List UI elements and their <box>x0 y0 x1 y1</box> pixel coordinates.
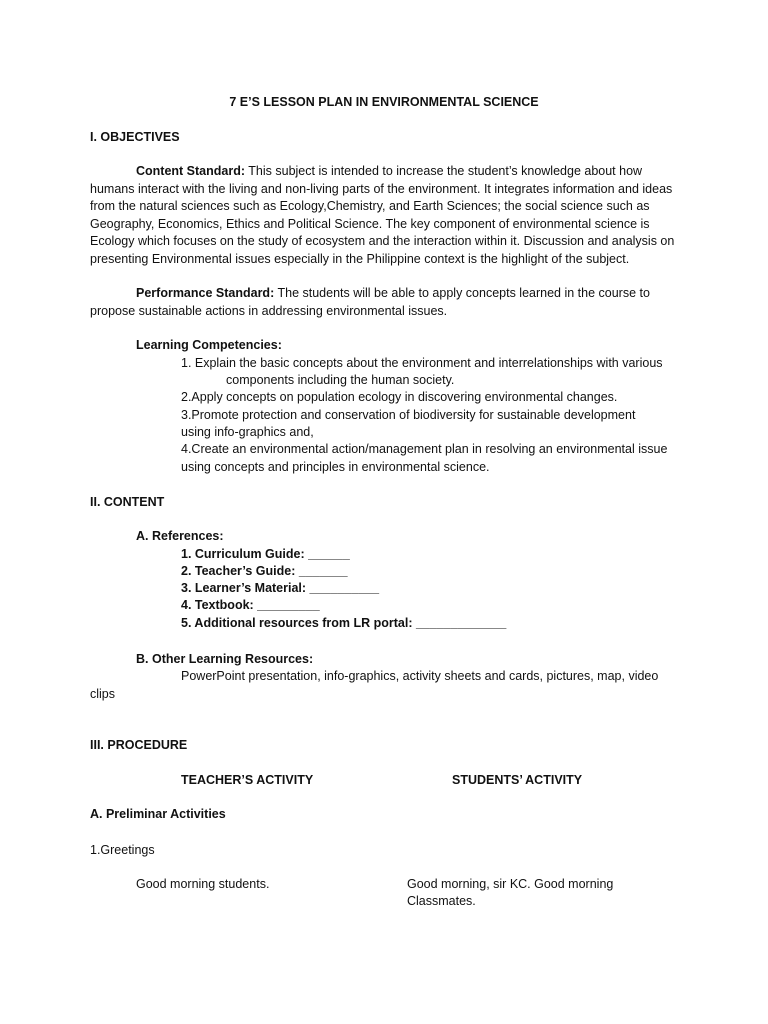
content-standard-text: This subject is intended to increase the student’s knowledge about how humans interact with the living and non-living parts of the environment. It integrates information and ideas from the natural sciences such as Ecology,Chemistry, and Earth Sciences; the social science such as Geography, Economics, Ethics and Political Science. The key component of environmental science is Ecology which focuses on the study of ecosystem and the interaction within it. Discussion and analysis on presenting Environmental issues especially in the Philippine context is the highlight of the subject. <box>90 164 675 266</box>
other-resources-label: B. Other Learning Resources: <box>136 652 314 666</box>
competency-line: using info-graphics and, <box>181 425 314 439</box>
reference-item: 4. Textbook: _________ <box>181 598 320 612</box>
performance-standard-text: The students will be able to apply concepts learned in the course to propose sustainable actions in addressing environmental issues. <box>90 286 650 318</box>
learning-competencies-label: Learning Competencies: <box>136 338 282 352</box>
competency-line: 2.Apply concepts on population ecology in discovering environmental changes. <box>181 390 618 404</box>
teacher-greeting: Good morning students. <box>136 877 270 891</box>
competency-line: 4.Create an environmental action/management plan in resolving an environmental issue <box>181 442 668 456</box>
procedure-heading: III. PROCEDURE <box>90 738 188 752</box>
content-heading: II. CONTENT <box>90 495 165 509</box>
preliminary-activities-heading: A. Preliminar Activities <box>90 807 226 821</box>
reference-item: 2. Teacher’s Guide: _______ <box>181 564 348 578</box>
reference-item: 5. Additional resources from LR portal: _____________ <box>181 616 507 630</box>
other-resources-text-continued: clips <box>90 687 116 701</box>
performance-standard-paragraph <box>90 285 680 320</box>
competency-line: using concepts and principles in environmental science. <box>181 460 490 474</box>
references-label: A. References: <box>136 529 224 543</box>
reference-item: 1. Curriculum Guide: ______ <box>181 547 350 561</box>
content-standard-paragraph <box>90 163 680 268</box>
document-title: 7 E’S LESSON PLAN IN ENVIRONMENTAL SCIENCE <box>229 95 539 109</box>
student-greeting-continued: Classmates. <box>407 894 476 908</box>
greetings-label: 1.Greetings <box>90 843 155 857</box>
competency-line: 1. Explain the basic concepts about the environment and interrelationships with various <box>181 356 663 370</box>
other-resources-text: PowerPoint presentation, info-graphics, activity sheets and cards, pictures, map, video <box>181 669 659 683</box>
competency-line: components including the human society. <box>226 373 455 387</box>
objectives-heading: I. OBJECTIVES <box>90 130 180 144</box>
performance-standard-label: Performance Standard: <box>136 286 275 300</box>
competency-line: 3.Promote protection and conservation of biodiversity for sustainable development <box>181 408 636 422</box>
student-activity-column-header: STUDENTS’ ACTIVITY <box>452 773 583 787</box>
reference-item: 3. Learner’s Material: __________ <box>181 581 380 595</box>
student-greeting: Good morning, sir KC. Good morning <box>407 877 614 891</box>
content-standard-label: Content Standard: <box>136 164 246 178</box>
teacher-activity-column-header: TEACHER’S ACTIVITY <box>181 773 314 787</box>
